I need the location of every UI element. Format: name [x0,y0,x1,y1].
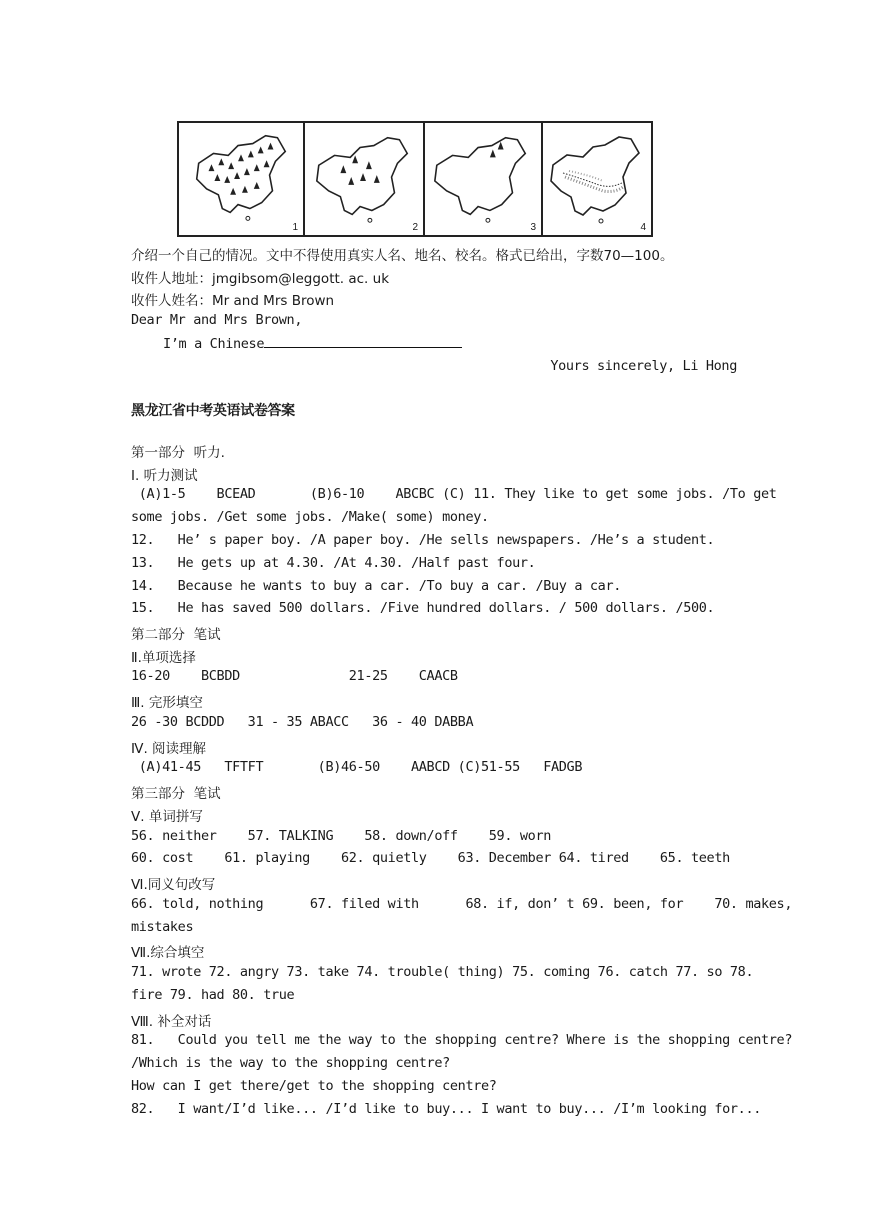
answer-line: 第二部分 笔试 [131,627,221,643]
answer-line: 81. Could you tell me the way to the shopping centre? Where is the shopping centre? [131,1032,793,1048]
recipient-name: 收件人姓名：Mr and Mrs Brown [131,293,335,309]
answer-line: 12. He’ s paper boy. /A paper boy. /He sells newspapers. /He’s a student. [131,532,715,548]
map-panel-3 [425,123,543,235]
answer-line: (A)1-5 BCEAD (B)6-10 ABCBC (C) 11. They like to get some jobs. /To get [131,486,777,502]
answer-line: Ⅲ. 完形填空 [131,695,203,711]
letter-closing: Yours sincerely, Li Hong [550,358,737,374]
writing-instruction: 介绍一个自己的情况。文中不得使用真实人名、地名、校名。格式已给出，字数70—100。 [131,248,674,264]
letter-greeting: Dear Mr and Mrs Brown, [131,312,303,328]
china-map-desert-icon [543,123,651,235]
answer-line: Ⅳ. 阅读理解 [131,741,207,757]
answer-line: Ⅶ.综合填空 [131,945,205,961]
answer-line: /Which is the way to the shopping centre? [131,1055,450,1071]
answer-line: 13. He gets up at 4.30. /At 4.30. /Half past four. [131,555,536,571]
answer-line: 66. told, nothing 67. filed with 68. if, don’ t 69. been, for 70. makes, [131,896,793,912]
china-map-trees-fewer-icon [425,123,541,235]
answer-line: 15. He has saved 500 dollars. /Five hundred dollars. / 500 dollars. /500. [131,600,715,616]
answer-line: some jobs. /Get some jobs. /Make( some) money. [131,509,489,525]
map-label-4: 4 [640,222,646,233]
map-label-2: 2 [412,222,418,233]
china-map-trees-few-icon [305,123,423,235]
answer-line: 71. wrote 72. angry 73. take 74. trouble( thing) 75. coming 76. catch 77. so 78. [131,964,754,980]
answer-line: 82. I want/I’d like... /I’d like to buy... I want to buy... /I’m looking for... [131,1101,761,1117]
answer-line: How can I get there/get to the shopping centre? [131,1078,497,1094]
answers-title: 黑龙江省中考英语试卷答案 [131,403,295,419]
map-label-1: 1 [292,222,298,233]
answer-line: mistakes [131,919,194,935]
answer-line: Ⅰ. 听力测试 [131,468,198,484]
answer-blank [264,335,462,348]
map-panel-2 [305,123,425,235]
answer-line: 第三部分 笔试 [131,786,221,802]
answer-line: 16-20 BCBDD 21-25 CAACB [131,668,458,684]
map-panel-1 [179,123,305,235]
answer-line: Ⅱ.单项选择 [131,650,196,666]
china-map-trees-many-icon [179,123,303,235]
answer-line: 第一部分 听力. [131,445,225,461]
map-panel-4 [543,123,651,235]
recipient-address: 收件人地址：jmgibsom@leggott. ac. uk [131,271,390,287]
answer-line: Ⅵ.同义句改写 [131,877,216,893]
answer-line: fire 79. had 80. true [131,987,295,1003]
answer-line: Ⅴ. 单词拼写 [131,809,203,825]
answer-line: 56. neither 57. TALKING 58. down/off 59. worn [131,828,551,844]
letter-opening [163,335,462,352]
answer-line: 14. Because he wants to buy a car. /To buy a car. /Buy a car. [131,578,621,594]
answer-line: (A)41-45 TFTFT (B)46-50 AABCD (C)51-55 FADGB [131,759,583,775]
answer-line: 26 -30 BCDDD 31 - 35 ABACC 36 - 40 DABBA [131,714,474,730]
answer-line: 60. cost 61. playing 62. quietly 63. December 64. tired 65. teeth [131,850,730,866]
map-figure [177,121,653,237]
map-label-3: 3 [530,222,536,233]
answer-line: Ⅷ. 补全对话 [131,1014,212,1030]
opening-text: I’m a Chinese [163,336,265,352]
